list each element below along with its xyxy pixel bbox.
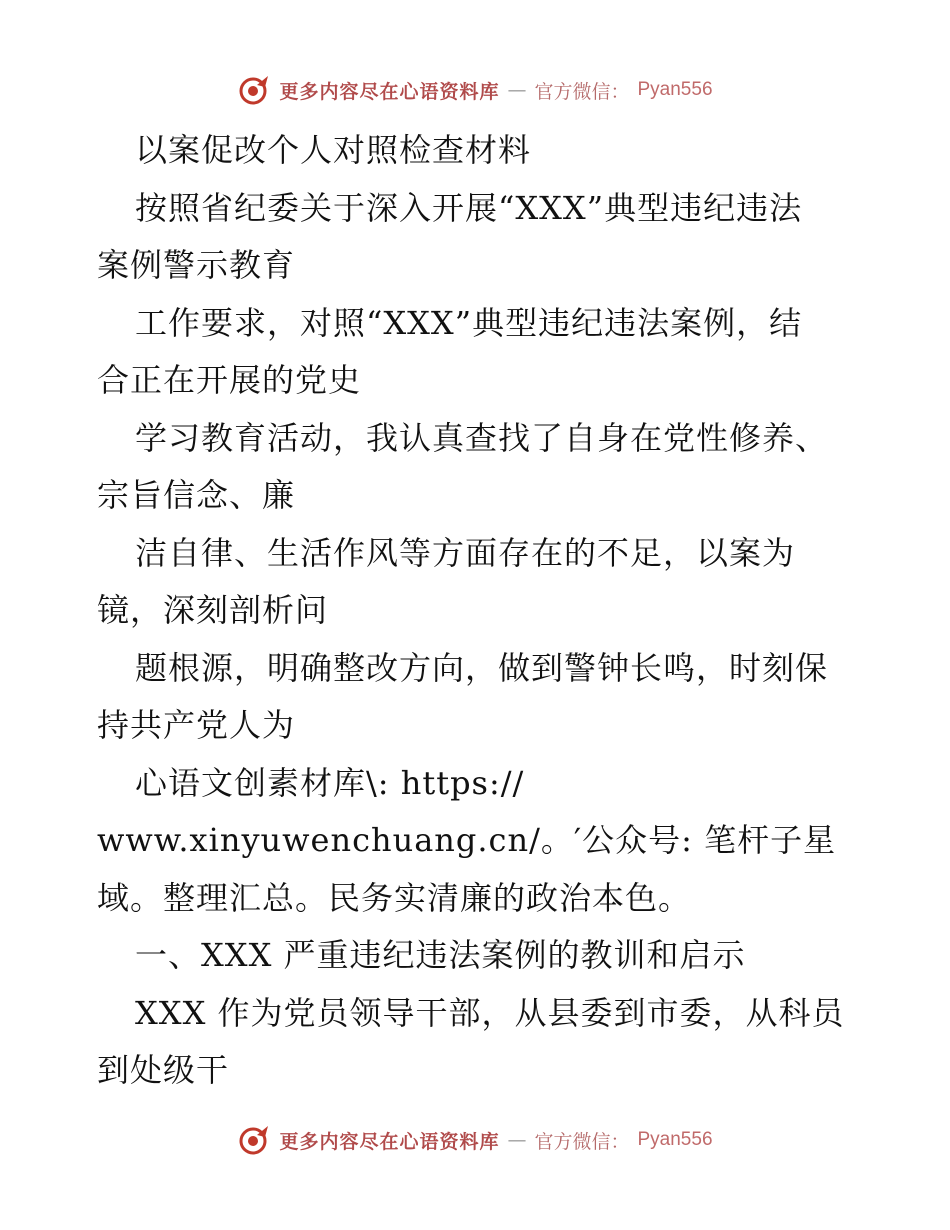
paragraph-line: 案例警示教育 [97,246,296,284]
paragraph-line: 工作要求，对照“XXX”典型违纪违法案例，结 [135,303,803,342]
source-url-line: www.xinyuwenchuang.cn/。′公众号: 笔杆子星 [97,821,837,859]
paragraph-line: 域。整理汇总。民务实清廉的政治本色。 [97,878,692,917]
paragraph-line: 合正在开展的党史 [97,361,362,399]
paragraph-line: 洁自律、生活作风等方面存在的不足，以案为 [135,533,796,572]
paragraph-line: XXX 作为党员领导干部，从县委到市委，从科员 [135,993,845,1032]
footer-banner [0,1120,950,1160]
brand-logo-icon [237,73,271,107]
banner-wechat-id: Pyan556 [637,1129,713,1150]
paragraph-line: 学习教育活动，我认真查找了自身在党性修养、 [135,418,829,457]
banner-wechat-id: Pyan556 [637,79,713,100]
section-heading: 一、XXX 严重违纪违法案例的教训和启示 [135,936,746,974]
paragraph-line: 镜，深刻剖析问 [97,591,329,629]
paragraph-line: 宗旨信念、廉 [97,476,296,514]
source-line: 心语文创素材库\: https:// [135,763,525,802]
document-body [97,122,857,1100]
paragraph-line: 题根源，明确整改方向，做到警钟长鸣，时刻保 [135,648,829,687]
paragraph-line: 按照省纪委关于深入开展“XXX”典型违纪违法 [135,188,803,227]
banner-title: 更多内容尽在心语资料库 [279,1130,500,1153]
document-title: 以案促改个人对照检查材料 [135,131,532,169]
banner-separator: — [507,1129,527,1151]
banner-wechat-label: 官方微信： [534,80,630,103]
banner-separator: — [507,79,527,101]
banner-title: 更多内容尽在心语资料库 [279,80,500,103]
brand-logo-icon [237,1123,271,1157]
header-banner [0,70,950,110]
paragraph-line: 持共产党人为 [97,706,296,744]
paragraph-line: 到处级干 [97,1051,230,1089]
banner-wechat-label: 官方微信： [534,1130,630,1153]
